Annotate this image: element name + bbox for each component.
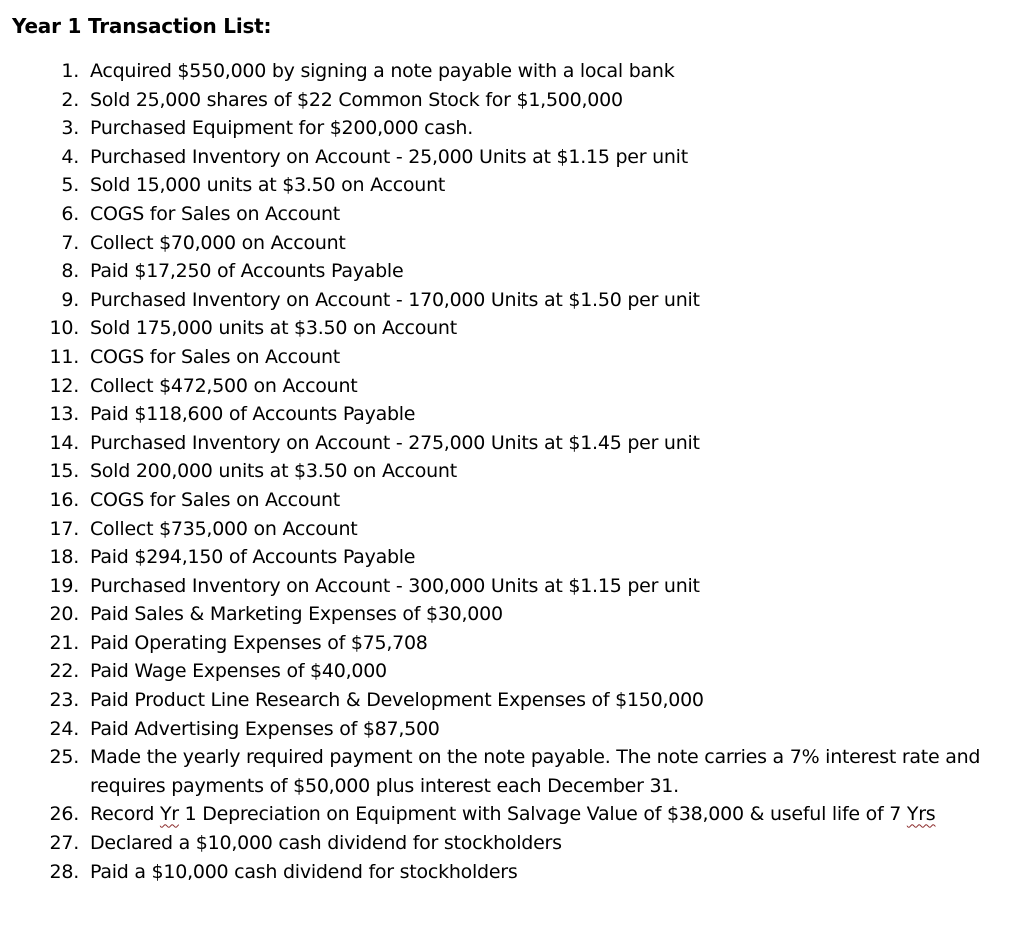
- list-item: [0, 400, 1024, 429]
- item-number: 18.: [49, 546, 79, 569]
- item-number: 9.: [61, 288, 79, 311]
- item-text: Collect $472,500 on Account: [90, 374, 358, 397]
- page-title: Year 1 Transaction List:: [12, 14, 272, 38]
- item-number: 24.: [49, 717, 79, 740]
- list-item: [0, 229, 1024, 258]
- item-text: Purchased Inventory on Account - 170,000 Units at $1.50 per unit: [90, 288, 700, 311]
- item-text: Paid a $10,000 cash dividend for stockholders: [90, 860, 518, 883]
- item-number: 22.: [49, 660, 79, 683]
- item-number: 16.: [49, 488, 79, 511]
- item-text: Collect $735,000 on Account: [90, 517, 358, 540]
- item-text: COGS for Sales on Account: [90, 345, 340, 368]
- transaction-list: [0, 57, 1024, 886]
- item-number: 21.: [49, 631, 79, 654]
- item-number: 15.: [49, 460, 79, 483]
- item-text: Purchased Inventory on Account - 275,000 Units at $1.45 per unit: [90, 431, 700, 454]
- list-item: [0, 486, 1024, 515]
- list-item: [0, 829, 1024, 858]
- item-number: 27.: [49, 832, 79, 855]
- list-item: [0, 200, 1024, 229]
- item-text: Purchased Inventory on Account - 25,000 Units at $1.15 per unit: [90, 145, 688, 168]
- list-item: [0, 572, 1024, 601]
- list-item: [0, 171, 1024, 200]
- item-text: Sold 175,000 units at $3.50 on Account: [90, 317, 457, 340]
- item-text: Paid Sales & Marketing Expenses of $30,000: [90, 603, 503, 626]
- item-number: 28.: [49, 860, 79, 883]
- item-number: 6.: [61, 202, 79, 225]
- list-item: [0, 657, 1024, 686]
- list-item: [0, 314, 1024, 343]
- item-number: 7.: [61, 231, 79, 254]
- item-text: Sold 25,000 shares of $22 Common Stock for $1,500,000: [90, 88, 623, 111]
- item-number: 4.: [61, 145, 79, 168]
- item-text: Made the yearly required payment on the note payable. The note carries a 7% interest rate and requires payments of $50,000 plus interest each December 31.: [90, 746, 981, 797]
- item-number: 13.: [49, 403, 79, 426]
- item-text: Purchased Equipment for $200,000 cash.: [90, 117, 473, 140]
- item-number: 12.: [49, 374, 79, 397]
- item-text: Sold 15,000 units at $3.50 on Account: [90, 174, 446, 197]
- item-text: COGS for Sales on Account: [90, 202, 340, 225]
- item-text: Purchased Inventory on Account - 300,000 Units at $1.15 per unit: [90, 574, 700, 597]
- list-item: [0, 114, 1024, 143]
- item-text: Paid $294,150 of Accounts Payable: [90, 546, 416, 569]
- item-number: 10.: [49, 317, 79, 340]
- item-number: 3.: [61, 117, 79, 140]
- list-item: [0, 743, 1024, 800]
- item-text: Declared a $10,000 cash dividend for stockholders: [90, 832, 562, 855]
- list-item: [0, 429, 1024, 458]
- item-number: 23.: [49, 689, 79, 712]
- item-number: 14.: [49, 431, 79, 454]
- item-number: 19.: [49, 574, 79, 597]
- list-item: [0, 543, 1024, 572]
- item-number: 20.: [49, 603, 79, 626]
- item-number: 8.: [61, 260, 79, 283]
- item-text-part: 1 Depreciation on Equipment with Salvage Value of $38,000 & useful life of 7: [178, 803, 907, 826]
- item-text: Collect $70,000 on Account: [90, 231, 346, 254]
- list-item: [0, 372, 1024, 401]
- item-text: Paid Operating Expenses of $75,708: [90, 631, 428, 654]
- list-item: [0, 686, 1024, 715]
- item-text: Paid Product Line Research & Development Expenses of $150,000: [90, 689, 704, 712]
- list-item: [0, 286, 1024, 315]
- item-number: 5.: [61, 174, 79, 197]
- spellcheck-flagged-word: Yr: [159, 803, 179, 826]
- list-item: [0, 600, 1024, 629]
- list-item: [0, 515, 1024, 544]
- spellcheck-flagged-word: Yrs: [906, 803, 936, 826]
- item-number: 11.: [49, 345, 79, 368]
- item-text: Paid Wage Expenses of $40,000: [90, 660, 387, 683]
- list-item: [0, 343, 1024, 372]
- item-number: 25.: [49, 746, 79, 769]
- list-item: [0, 629, 1024, 658]
- list-item: [0, 86, 1024, 115]
- item-text: Acquired $550,000 by signing a note payable with a local bank: [90, 60, 675, 82]
- list-item: [0, 858, 1024, 887]
- item-text: COGS for Sales on Account: [90, 488, 340, 511]
- list-item: [0, 57, 1024, 86]
- item-number: 2.: [61, 88, 79, 111]
- item-number: 26.: [49, 803, 79, 826]
- list-item: [0, 143, 1024, 172]
- item-number: 17.: [49, 517, 79, 540]
- item-number: 1.: [61, 60, 79, 82]
- item-text: Paid Advertising Expenses of $87,500: [90, 717, 440, 740]
- list-item: [0, 800, 1024, 829]
- list-item: [0, 457, 1024, 486]
- list-item: [0, 257, 1024, 286]
- list-item: [0, 715, 1024, 744]
- item-text-part: Record: [90, 803, 160, 826]
- item-text: Paid $118,600 of Accounts Payable: [90, 403, 416, 426]
- item-text: Sold 200,000 units at $3.50 on Account: [90, 460, 457, 483]
- item-text: Paid $17,250 of Accounts Payable: [90, 260, 404, 283]
